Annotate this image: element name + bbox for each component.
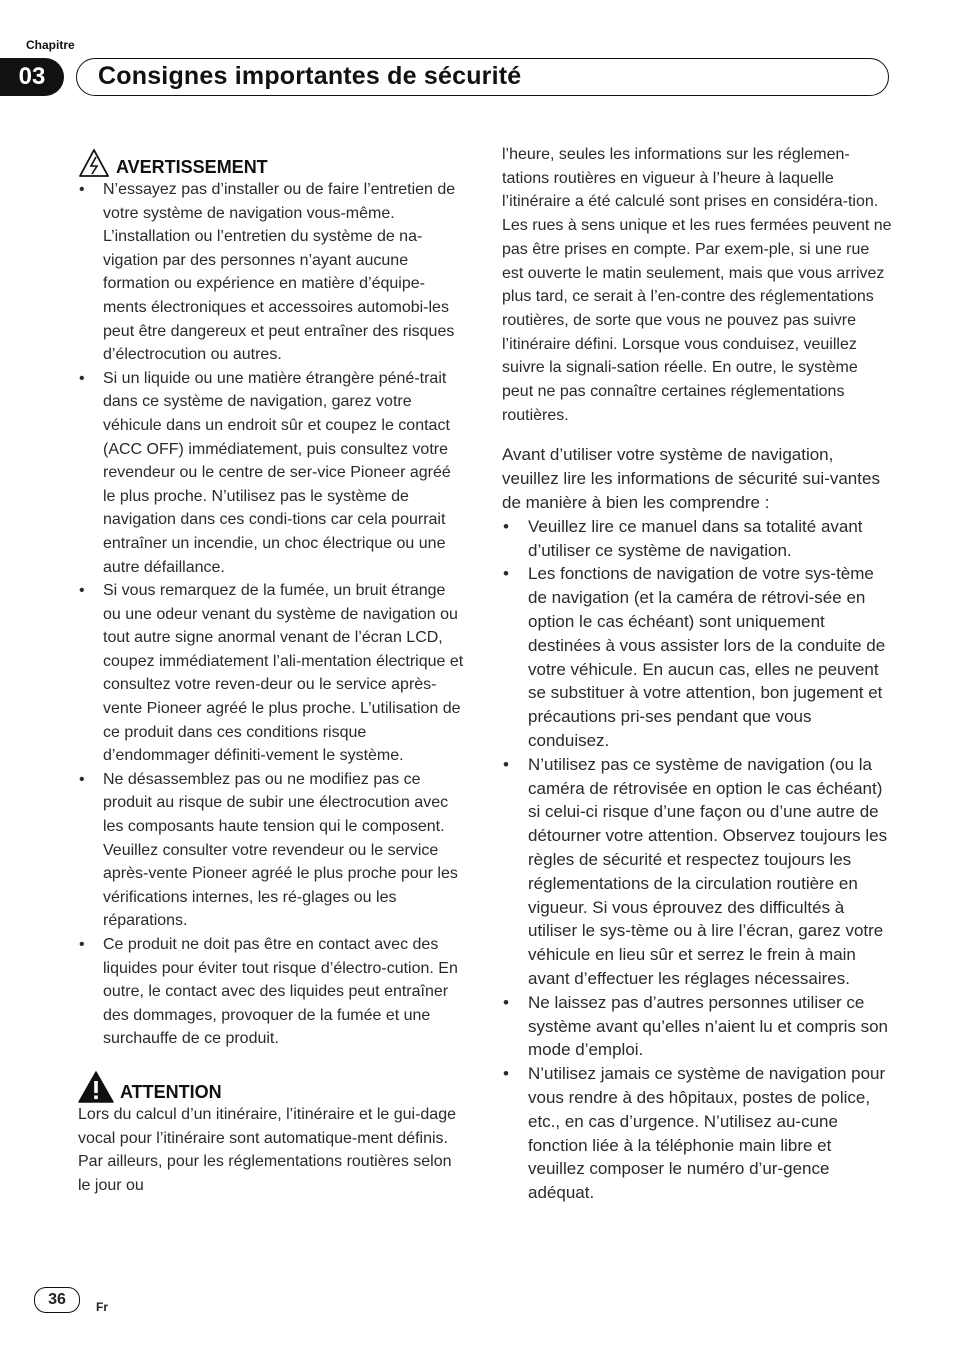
attention-heading: ATTENTION	[120, 1081, 222, 1102]
warning-item: • Si vous remarquez de la fumée, un bruit étrange ou une odeur venant du système de navigation ou tout autre signe anormal venant de l’écran LCD, coupez immédiatement l’ali-mentation électrique et consultez votre reven-deur ou le service après-vente Pioneer agréé le plus proche. L’utilisation de ce produit dans ces conditions risque d’endommager définiti-vement le système.	[78, 579, 466, 768]
safety-item: • Les fonctions de navigation de votre sys-tème de navigation (et la caméra de rétrovi-sée en option le cas échéant) sont uniquement destinées à vous assister lors de la conduite de votre véhicule. En aucun cas, elles ne peuvent se substituer à votre attention, bon jugement et précautions pri-ses pendant que vous conduisez.	[502, 562, 892, 752]
warning-heading: AVERTISSEMENT	[116, 157, 268, 177]
attention-text: Lors du calcul d’un itinéraire, l’itinéraire et le gui-dage vocal pour l’itinéraire sont automatique-ment définis. Par ailleurs, pour les réglementations routières selon le jour ou	[78, 1105, 456, 1194]
right-column	[502, 143, 892, 1205]
warning-item: • Ce produit ne doit pas être en contact avec des liquides pour éviter tout risque d’électro-cution. En outre, le contact avec des liquides peut entraîner des dommages, provoquer de la fumée et une surchauffe de ce produit.	[78, 933, 466, 1051]
warning-heading-row	[78, 148, 466, 178]
chapter-label: Chapitre	[26, 38, 75, 52]
chapter-number: 03	[0, 58, 64, 96]
safety-item: • Veuillez lire ce manuel dans sa totalité avant d’utiliser ce système de navigation.	[502, 515, 892, 563]
electric-warning-icon	[78, 148, 110, 178]
left-column	[78, 148, 466, 1197]
attention-text-continued: l’heure, seules les informations sur les réglemen-tations routières en vigueur à l’heure à laquelle l’itinéraire a été calculé sont prises en considéra-tion. Les rues à sens unique et les rues fermées peuvent ne pas être prises en compte. Par exem-ple, si une rue est ouverte le matin seulement, mais que vous arrivez plus tard, ce serait à l’en-contre des réglementations routières, de sorte que vous ne pouvez pas suivre l’itinéraire défini. Lorsque vous conduisez, veuillez suivre la signali-sation réelle. En outre, le système peut ne pas connaître certaines réglementations routières.	[502, 146, 892, 424]
safety-intro: Avant d’utiliser votre système de navigation, veuillez lire les informations de sécurité sui-vantes de manière à bien les comprendre :	[502, 445, 880, 513]
warning-item: • Si un liquide ou une matière étrangère péné-trait dans ce système de navigation, garez votre véhicule dans un endroit sûr et coupez le contact (ACC OFF) immédiatement, puis consultez votre revendeur ou le centre de ser-vice Pioneer agréé le plus proche. N’utilisez pas le système de navigation dans ces condi-tions car cela pourrait entraîner un incendie, un choc électrique ou une autre défaillance.	[78, 367, 466, 579]
attention-heading-row	[78, 1071, 466, 1103]
safety-item: • N’utilisez jamais ce système de navigation pour vous rendre à des hôpitaux, postes de police, etc., en cas d’urgence. N’utilisez au-cune fonction liée à la téléphonie main libre et veuillez composer le numéro d’ur-gence adéquat.	[502, 1062, 892, 1205]
warning-item: • Ne désassemblez pas ou ne modifiez pas ce produit au risque de subir une électrocution avec les composants haute tension qui le composent. Veuillez consulter votre revendeur ou le service après-vente Pioneer agréé le plus proche pour les vérifications internes, les ré-glages ou les réparations.	[78, 768, 466, 933]
safety-item: • Ne laissez pas d’autres personnes utiliser ce système avant qu’elles n’aient lu et compris son mode d’emploi.	[502, 991, 892, 1062]
page-number: 36	[34, 1287, 80, 1313]
safety-list	[502, 515, 892, 1205]
safety-item: • N’utilisez pas ce système de navigation (ou la caméra de rétrovisée en option le cas échéant) si celui-ci risque d’une façon ou d’une autre de détourner votre attention. Observez toujours les règles de sécurité et respectez toujours les réglementations de la circulation routière en vigueur. Si vous éprouvez des difficultés à utiliser le sys-tème ou à lire l’écran, garez votre véhicule en lieu sûr et serrez le frein à main avant d’effectuer les réglages nécessaires.	[502, 753, 892, 991]
safety-section	[502, 443, 892, 1205]
page-title: Consignes importantes de sécurité	[98, 62, 522, 90]
language-code: Fr	[96, 1300, 108, 1314]
exclamation-warning-icon	[78, 1071, 114, 1103]
warning-item: • N’essayez pas d’installer ou de faire l’entretien de votre système de navigation vous-même. L’installation ou l’entretien du système de na-vigation par des personnes n’ayant aucune formation ou expérience en matière d’équipe-ments électroniques et accessoires automobi-les peut être dangereux et peut entraîner des risques d’électrocution ou autres.	[78, 178, 466, 367]
warning-list	[78, 178, 466, 1051]
